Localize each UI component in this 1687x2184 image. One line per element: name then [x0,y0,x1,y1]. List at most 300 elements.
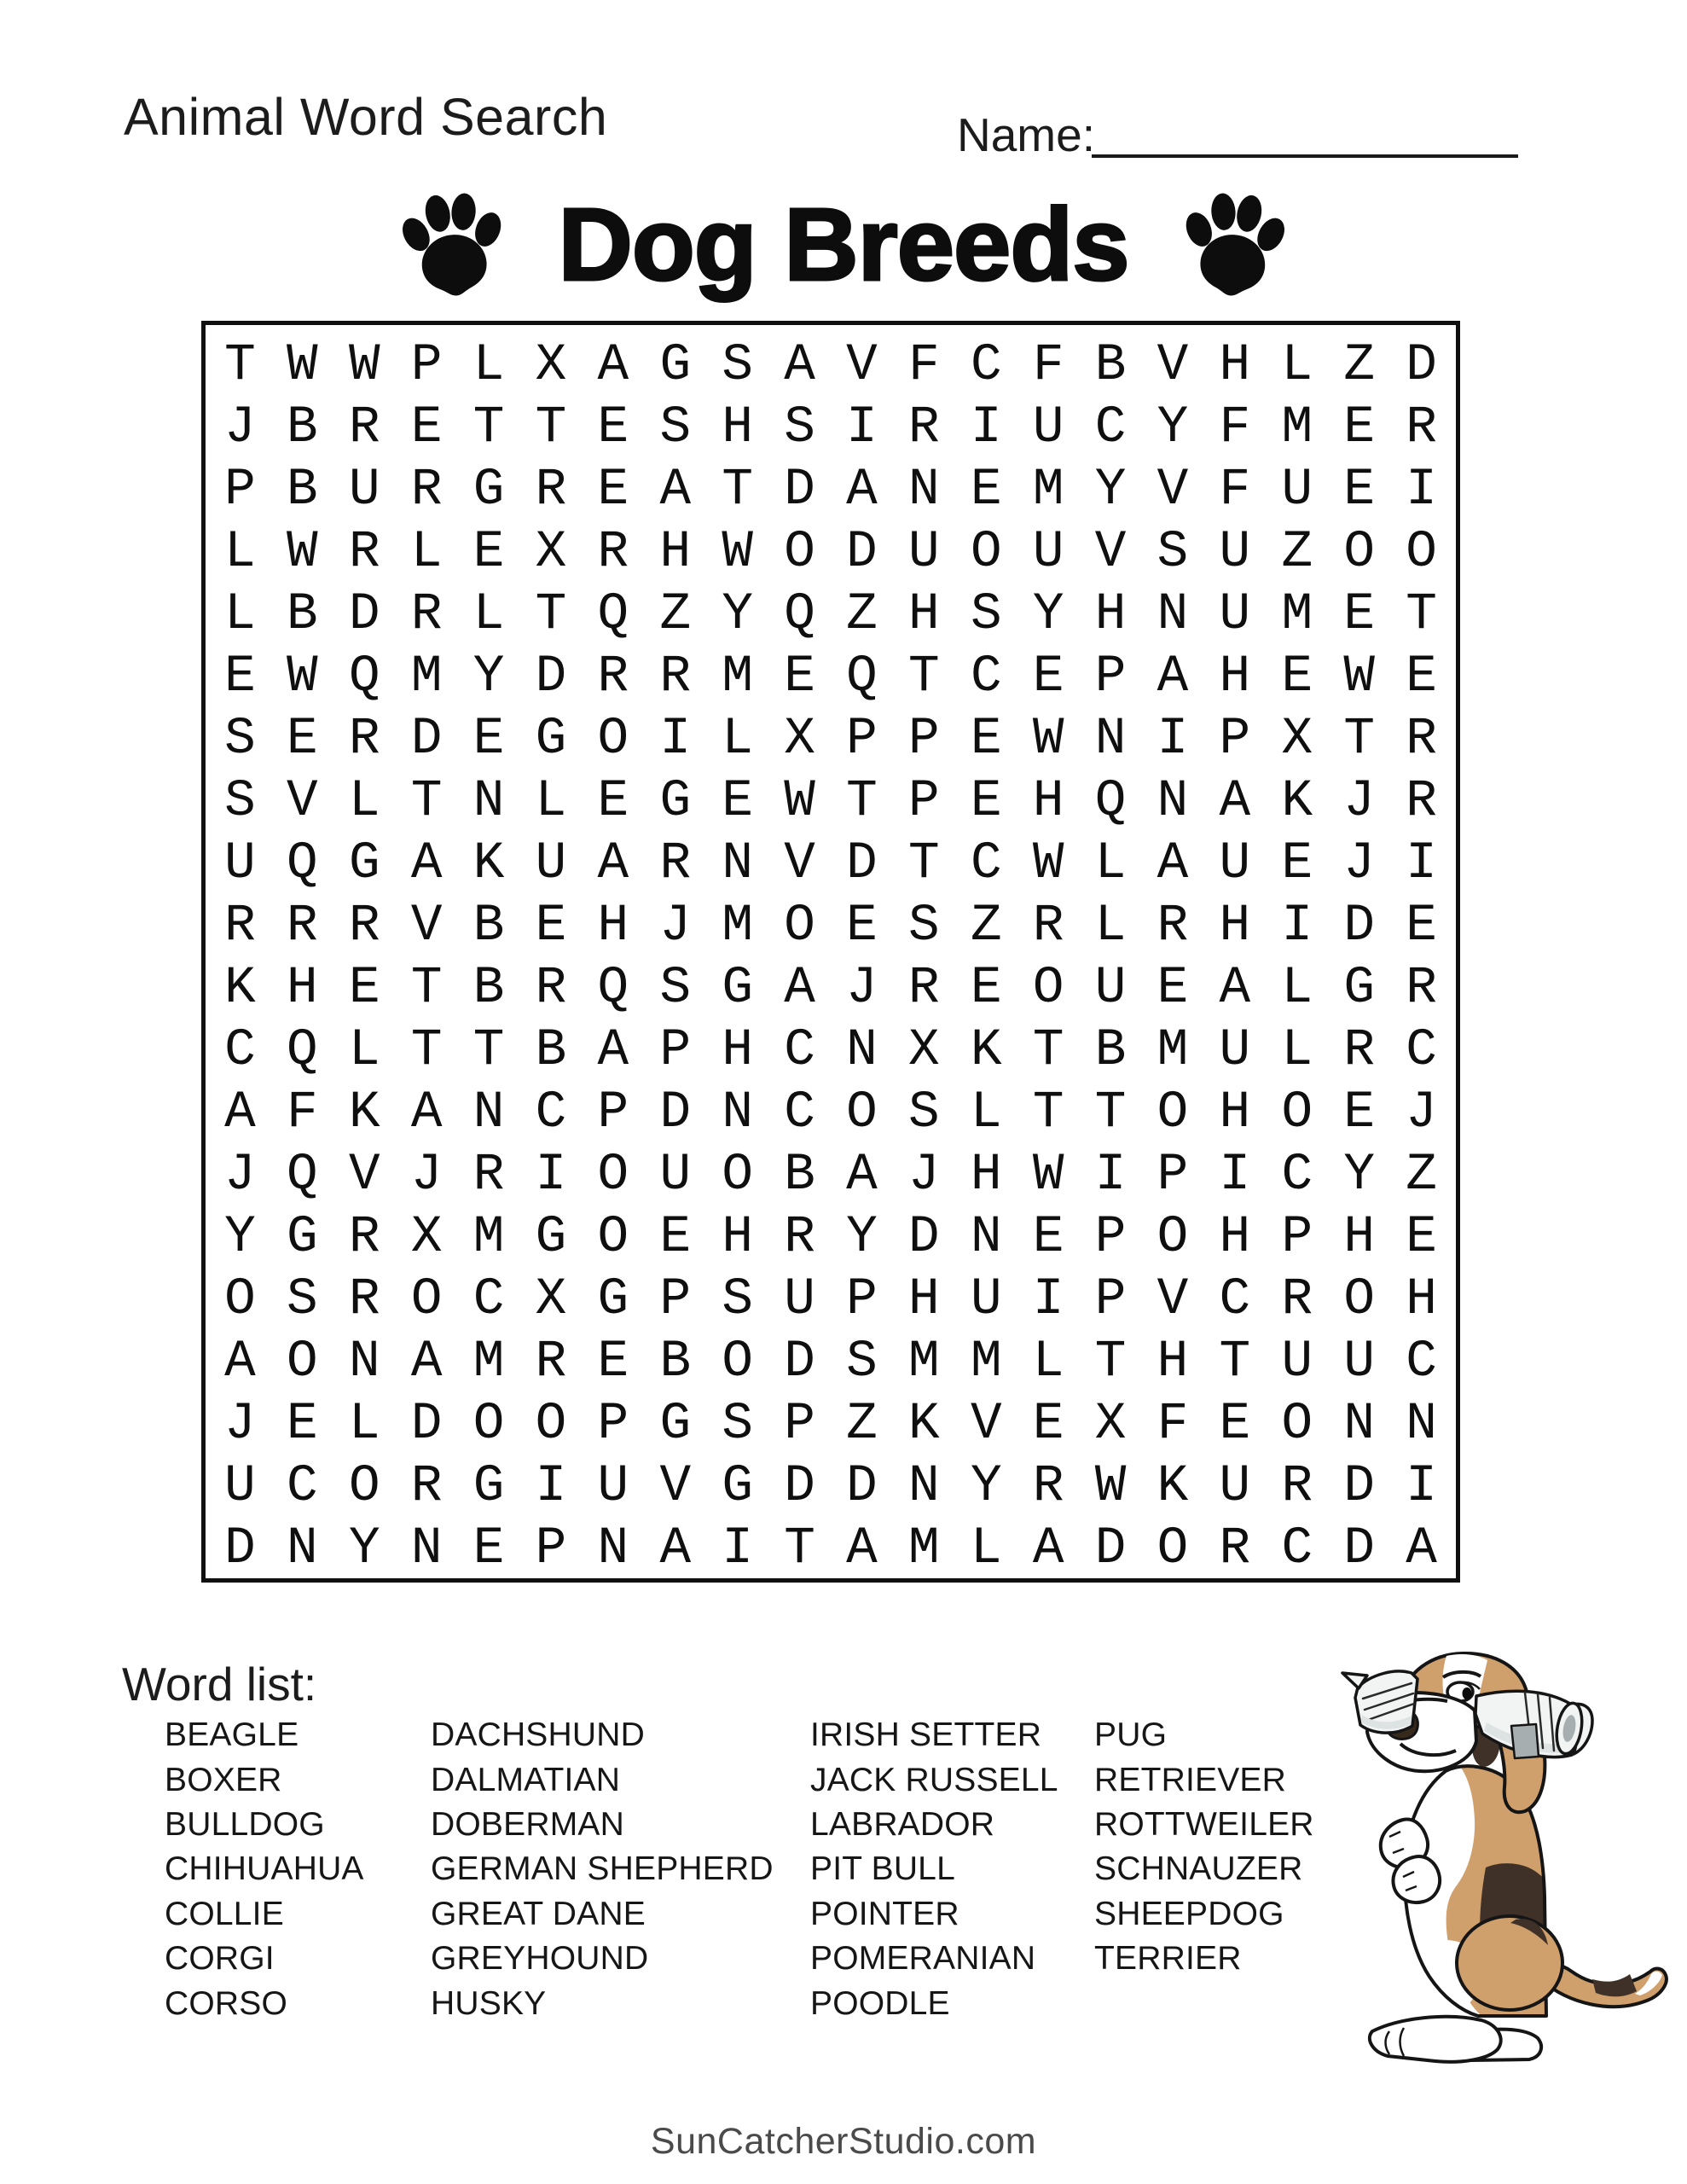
grid-cell: P [908,772,940,831]
grid-cell: C [784,1021,815,1080]
grid-cell: R [1032,1457,1064,1516]
grid-cell: V [348,1146,380,1205]
grid-cell: E [597,398,629,457]
grid-cell: M [472,1208,505,1267]
word-list-item: BEAGLE [165,1716,299,1754]
grid-cell: R [348,897,380,956]
grid-cell: Z [1406,1146,1437,1205]
grid-cell: Q [1094,772,1127,831]
grid-cell: I [1406,461,1437,520]
grid-cell: R [784,1208,815,1267]
grid-cell: A [597,1021,629,1080]
grid-cell: D [1343,1457,1375,1516]
grid-cell: C [1094,398,1127,457]
grid-cell: V [659,1457,692,1516]
grid-cell: D [784,1457,815,1516]
grid-cell: T [410,1021,443,1080]
grid-cell: B [287,461,318,520]
grid-cell: U [224,1457,256,1516]
grid-cell: N [287,1519,318,1578]
grid-cell: N [908,1457,940,1516]
grid-cell: B [472,959,505,1018]
grid-cell: H [1343,1208,1375,1267]
grid-cell: R [348,1270,380,1329]
grid-cell: X [535,1270,567,1329]
grid-cell: A [224,1333,256,1391]
grid-cell: T [472,398,505,457]
grid-cell: Z [1343,336,1375,395]
grid-cell: F [1157,1395,1189,1454]
grid-cell: U [784,1270,815,1329]
grid-cell: D [784,1333,815,1391]
grid-cell: Y [846,1208,878,1267]
grid-cell: E [970,710,1002,769]
grid-cell: Z [1281,523,1313,582]
grid-cell: D [410,1395,443,1454]
grid-cell: N [1157,772,1189,831]
grid-cell: M [722,648,753,706]
grid-cell: R [472,1146,505,1205]
grid-cell: O [1281,1083,1313,1142]
grid-cell: O [722,1333,753,1391]
word-list-item: SCHNAUZER [1094,1850,1303,1888]
grid-cell: W [348,336,380,395]
grid-cell: J [1343,834,1375,893]
grid-cell: L [348,772,380,831]
grid-cell: C [1406,1021,1437,1080]
grid-cell: W [1032,710,1064,769]
grid-cell: G [535,710,567,769]
grid-cell: T [472,1021,505,1080]
grid-cell: N [846,1021,878,1080]
grid-cell: P [1281,1208,1313,1267]
grid-cell: P [1094,648,1127,706]
grid-cell: U [1219,523,1251,582]
grid-cell: J [410,1146,443,1205]
word-list-item: GREYHOUND [431,1940,649,1978]
paw-print-icon [394,184,513,305]
word-list-column [810,1713,1058,2026]
grid-cell: A [224,1083,256,1142]
grid-cell: A [659,1519,692,1578]
grid-cell: E [535,897,567,956]
grid-cell: E [597,1333,629,1391]
grid-cell: D [659,1083,692,1142]
grid-cell: N [472,1083,505,1142]
word-list-item: GERMAN SHEPHERD [431,1850,774,1888]
grid-cell: O [1406,523,1437,582]
grid-cell: C [224,1021,256,1080]
grid-cell: P [784,1395,815,1454]
grid-cell: E [1343,1083,1375,1142]
grid-cell: U [970,1270,1002,1329]
grid-cell: N [472,772,505,831]
grid-cell: L [1094,897,1127,956]
grid-cell: O [1281,1395,1313,1454]
grid-cell: C [1281,1146,1313,1205]
grid-cell: Q [287,1021,318,1080]
grid-cell: S [287,1270,318,1329]
word-list-item: ROTTWEILER [1094,1805,1314,1843]
word-list-item: SHEEPDOG [1094,1895,1284,1932]
grid-cell: T [535,398,567,457]
grid-cell: X [1094,1395,1127,1454]
grid-cell: R [535,461,567,520]
grid-cell: T [1032,1083,1064,1142]
grid-cell: P [1094,1270,1127,1329]
grid-cell: S [970,585,1002,644]
grid-cell: E [1343,398,1375,457]
grid-cell: U [1219,834,1251,893]
grid-cell: J [224,398,256,457]
grid-cell: I [1406,1457,1437,1516]
grid-cell: I [1406,834,1437,893]
grid-cell: S [846,1333,878,1391]
grid-cell: L [1281,959,1313,1018]
grid-cell: D [846,523,878,582]
grid-cell: D [1343,897,1375,956]
puzzle-title: Dog Breeds [558,186,1129,302]
grid-cell: D [1094,1519,1127,1578]
grid-cell: K [472,834,505,893]
dog-illustration [1318,1615,1684,2093]
grid-cell: X [535,336,567,395]
grid-cell: U [597,1457,629,1516]
grid-cell: H [908,585,940,644]
word-list-item: BOXER [165,1761,282,1798]
grid-cell: R [1032,897,1064,956]
grid-cell: R [1157,897,1189,956]
grid-cell: Z [846,585,878,644]
grid-cell: S [1157,523,1189,582]
grid-cell: P [908,710,940,769]
word-list-item: JACK RUSSELL [810,1761,1058,1798]
grid-cell: Z [659,585,692,644]
grid-cell: V [1157,1270,1189,1329]
grid-cell: B [659,1333,692,1391]
word-search-grid [201,321,1460,1583]
grid-cell: M [908,1519,940,1578]
paw-print-icon [1174,184,1293,305]
grid-cell: U [1032,523,1064,582]
grid-cell: O [535,1395,567,1454]
grid-cell: O [472,1395,505,1454]
grid-cell: E [1219,1395,1251,1454]
grid-cell: R [1281,1270,1313,1329]
grid-cell: E [472,1519,505,1578]
grid-cell: F [1032,336,1064,395]
grid-cell: B [472,897,505,956]
grid-cell: O [722,1146,753,1205]
grid-cell: A [846,461,878,520]
grid-cell: R [908,398,940,457]
grid-cell: E [287,1395,318,1454]
grid-cell: R [1281,1457,1313,1516]
grid-cell: E [1281,648,1313,706]
grid-cell: N [1157,585,1189,644]
grid-cell: R [348,710,380,769]
grid-cell: P [597,1083,629,1142]
grid-cell: A [410,1333,443,1391]
grid-cell: E [1032,1208,1064,1267]
footer-website: SunCatcherStudio.com [650,2121,1037,2162]
grid-cell: E [970,959,1002,1018]
name-blank-line [1092,154,1518,158]
grid-cell: F [287,1083,318,1142]
grid-cell: S [659,959,692,1018]
grid-cell: U [1281,461,1313,520]
grid-cell: Y [1094,461,1127,520]
grid-cell: G [535,1208,567,1267]
grid-cell: W [287,523,318,582]
grid-cell: N [1406,1395,1437,1454]
grid-cell: L [1281,1021,1313,1080]
grid-cell: U [1032,398,1064,457]
grid-cell: S [659,398,692,457]
grid-cell: T [908,834,940,893]
grid-cell: X [908,1021,940,1080]
grid-cell: R [1406,398,1437,457]
grid-cell: E [1032,1395,1064,1454]
grid-cell: O [1343,1270,1375,1329]
grid-cell: P [1094,1208,1127,1267]
grid-cell: V [1157,336,1189,395]
grid-cell: B [1094,1021,1127,1080]
grid-cell: D [348,585,380,644]
grid-cell: E [410,398,443,457]
grid-cell: O [597,710,629,769]
grid-cell: A [784,336,815,395]
grid-cell: O [970,523,1002,582]
grid-cell: B [1094,336,1127,395]
grid-cell: L [472,336,505,395]
grid-cell: R [1406,710,1437,769]
grid-cell: X [535,523,567,582]
grid-cell: L [535,772,567,831]
grid-cell: E [970,772,1002,831]
grid-cell: D [1343,1519,1375,1578]
grid-cell: P [597,1395,629,1454]
grid-cell: L [970,1083,1002,1142]
grid-cell: I [535,1146,567,1205]
grid-cell: H [908,1270,940,1329]
grid-cell: C [970,834,1002,893]
grid-cell: E [722,772,753,831]
grid-cell: W [784,772,815,831]
grid-cell: N [597,1519,629,1578]
grid-cell: H [722,1208,753,1267]
word-list-item: IRISH SETTER [810,1716,1042,1754]
grid-cell: D [784,461,815,520]
grid-cell: I [1281,897,1313,956]
grid-cell: L [1094,834,1127,893]
grid-cell: A [846,1146,878,1205]
grid-cell: L [472,585,505,644]
word-list-item: GREAT DANE [431,1895,646,1932]
grid-cell: W [1032,1146,1064,1205]
grid-cell: D [846,1457,878,1516]
grid-cell: N [970,1208,1002,1267]
grid-cell: R [908,959,940,1018]
grid-cell: U [1094,959,1127,1018]
grid-cell: O [597,1146,629,1205]
grid-cell: C [287,1457,318,1516]
grid-cell: Q [348,648,380,706]
grid-cell: M [970,1333,1002,1391]
grid-cell: H [1219,336,1251,395]
word-list-item: TERRIER [1094,1940,1242,1978]
dog-haunch [1457,1916,1562,2010]
word-list-item: LABRADOR [810,1805,995,1843]
grid-cell: J [224,1146,256,1205]
grid-cell: I [846,398,878,457]
grid-cell: R [535,1333,567,1391]
grid-cell: O [348,1457,380,1516]
grid-cell: E [659,1208,692,1267]
grid-cell: U [348,461,380,520]
grid-cell: L [1281,336,1313,395]
grid-cell: K [970,1021,1002,1080]
grid-cell: A [784,959,815,1018]
grid-cell: H [722,1021,753,1080]
grid-cell: D [224,1519,256,1578]
grid-cell: X [784,710,815,769]
dog-hind-foot-near [1370,2017,1501,2062]
grid-cell: G [472,461,505,520]
grid-cell: Y [1032,585,1064,644]
grid-cell: E [472,523,505,582]
grid-cell: P [1219,710,1251,769]
word-list-item: CORGI [165,1940,275,1978]
grid-cell: A [410,1083,443,1142]
grid-cell: Y [472,648,505,706]
grid-cell: I [1219,1146,1251,1205]
word-list-column [1094,1713,1314,1981]
grid-cell: H [970,1146,1002,1205]
grid-cell: C [1406,1333,1437,1391]
grid-cell: A [1157,834,1189,893]
grid-cell: A [597,834,629,893]
grid-cell: N [722,1083,753,1142]
grid-cell: I [1094,1146,1127,1205]
grid-cell: E [1406,1208,1437,1267]
grid-cell: J [908,1146,940,1205]
grid-cell: V [287,772,318,831]
grid-cell: C [1281,1519,1313,1578]
grid-cell: Q [287,1146,318,1205]
grid-cell: I [1032,1270,1064,1329]
grid-cell: E [1406,897,1437,956]
grid-cell: N [1094,710,1127,769]
grid-cell: N [348,1333,380,1391]
grid-cell: U [908,523,940,582]
grid-cell: C [472,1270,505,1329]
word-list-heading: Word list: [122,1658,317,1711]
grid-cell: V [970,1395,1002,1454]
grid-cell: R [410,585,443,644]
word-list-item: HUSKY [431,1984,547,2022]
word-list-item: POODLE [810,1984,950,2022]
word-list-item: PIT BULL [810,1850,955,1888]
word-list-item: DALMATIAN [431,1761,621,1798]
grid-cell: M [1281,398,1313,457]
grid-cell: R [410,461,443,520]
grid-cell: G [722,1457,753,1516]
grid-cell: N [1343,1395,1375,1454]
grid-cell: E [1343,585,1375,644]
grid-cell: D [1406,336,1437,395]
grid-cell: T [1094,1083,1127,1142]
grid-cell: L [410,523,443,582]
grid-cell: E [1406,648,1437,706]
grid-cell: Q [597,585,629,644]
grid-cell: T [1406,585,1437,644]
grid-cell: K [348,1083,380,1142]
grid-cell: H [1219,1208,1251,1267]
grid-cell: O [287,1333,318,1391]
word-list-item: COLLIE [165,1895,284,1932]
grid-cell: G [472,1457,505,1516]
grid-cell: W [1032,834,1064,893]
word-list-item: RETRIEVER [1094,1761,1287,1798]
grid-cell: I [970,398,1002,457]
grid-cell: M [1281,585,1313,644]
grid-cell: C [970,648,1002,706]
grid-cell: G [659,336,692,395]
grid-cell: U [1343,1333,1375,1391]
grid-cell: P [659,1270,692,1329]
grid-cell: T [846,772,878,831]
grid-cell: N [908,461,940,520]
grid-cell: M [410,648,443,706]
grid-cell: E [784,648,815,706]
grid-cell: G [348,834,380,893]
word-list-item: CORSO [165,1984,288,2022]
grid-cell: M [908,1333,940,1391]
grid-cell: H [287,959,318,1018]
grid-cell: H [1406,1270,1437,1329]
grid-cell: R [287,897,318,956]
grid-cell: J [1343,772,1375,831]
grid-cell: P [224,461,256,520]
grid-cell: Y [348,1519,380,1578]
worksheet-title: Animal Word Search [124,88,608,146]
puzzle-title-row [0,188,1687,300]
grid-cell: R [224,897,256,956]
grid-cell: P [659,1021,692,1080]
grid-cell: T [410,959,443,1018]
grid-cell: T [224,336,256,395]
grid-cell: T [722,461,753,520]
grid-cell: X [410,1208,443,1267]
grid-cell: S [908,897,940,956]
word-list-item: DACHSHUND [431,1716,645,1754]
grid-cell: D [846,834,878,893]
grid-cell: A [1032,1519,1064,1578]
grid-cell: E [287,710,318,769]
grid-cell: V [1157,461,1189,520]
grid-cell: R [597,523,629,582]
grid-cell: Q [784,585,815,644]
grid-cell: J [224,1395,256,1454]
grid-cell: T [908,648,940,706]
grid-cell: Q [597,959,629,1018]
grid-cell: Q [846,648,878,706]
grid-cell: U [1219,585,1251,644]
grid-cell: R [1343,1021,1375,1080]
grid-cell: M [1032,461,1064,520]
grid-cell: H [1219,648,1251,706]
